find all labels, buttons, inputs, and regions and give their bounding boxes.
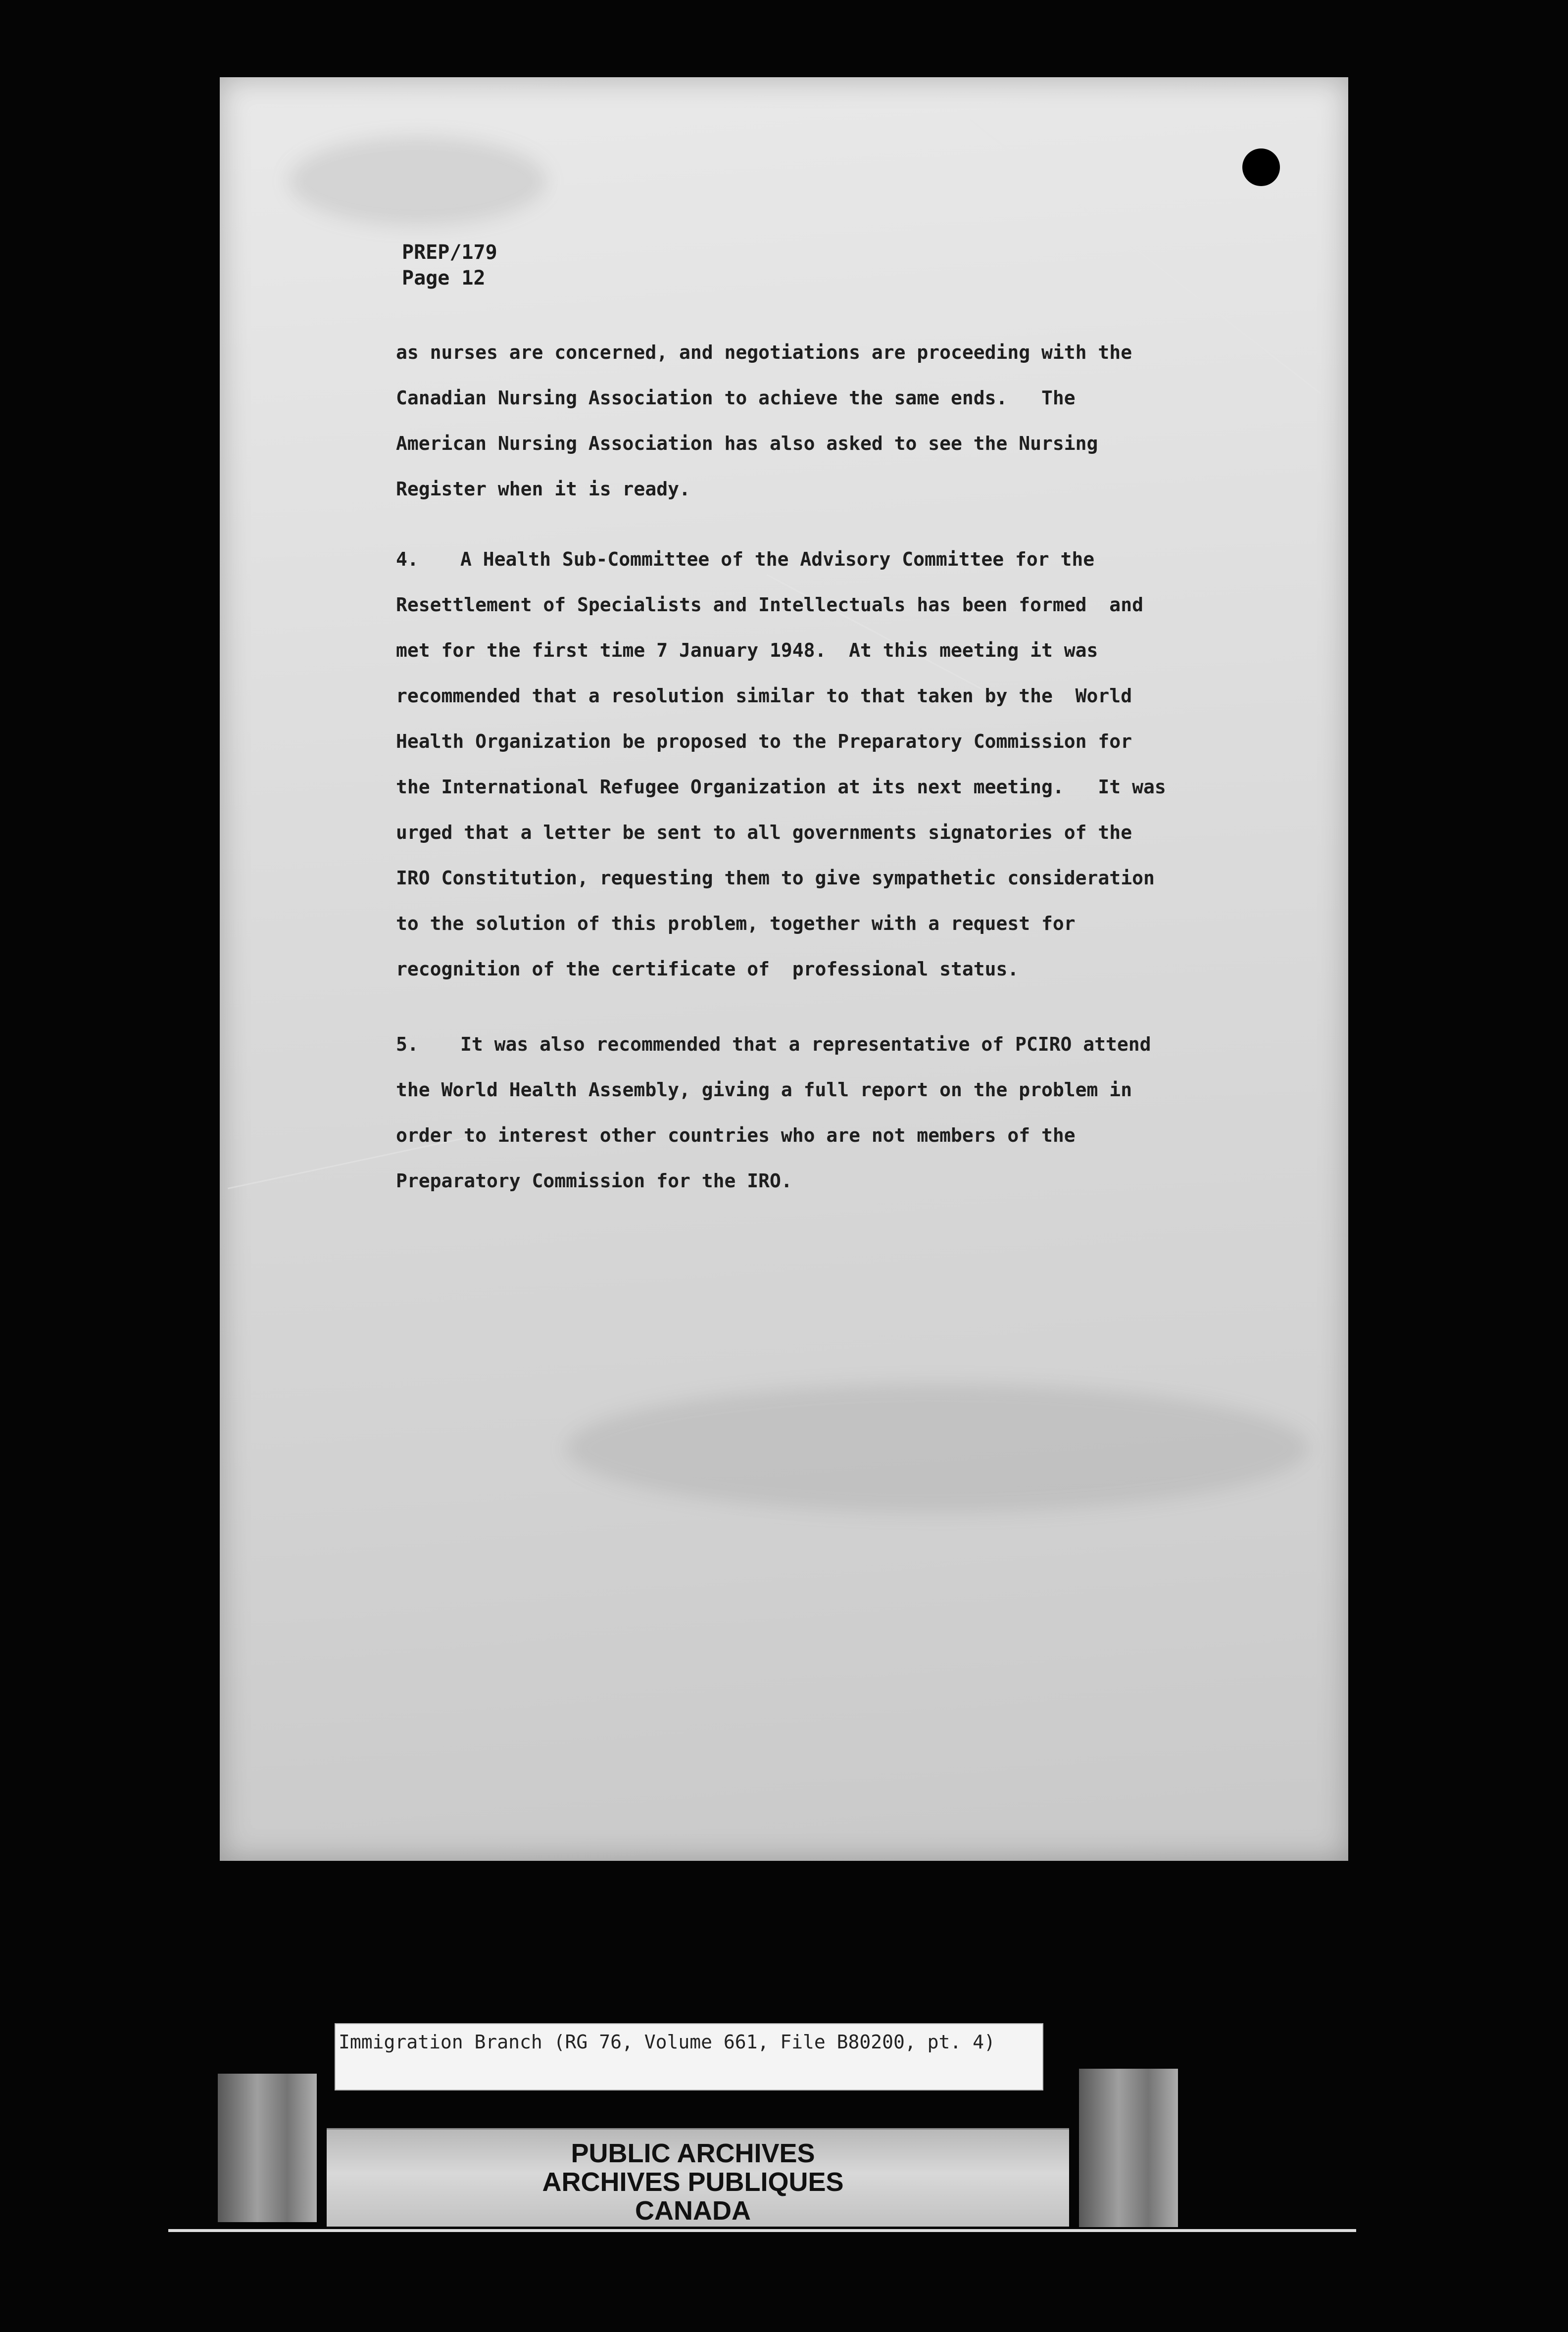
text-line: IRO Constitution, requesting them to give sympathetic consideration	[396, 867, 1155, 889]
text-line: Health Organization be proposed to the Preparatory Commission for	[396, 730, 1132, 752]
document-header	[402, 240, 497, 291]
archive-stamp	[495, 2139, 891, 2225]
text-line: Resettlement of Specialists and Intellectuals has been formed and	[396, 594, 1143, 616]
smudge	[289, 137, 546, 226]
paragraph-number: 5.	[396, 1033, 419, 1055]
text-line: order to interest other countries who are not members of the	[396, 1124, 1076, 1146]
text-line: the World Health Assembly, giving a full report on the problem in	[396, 1079, 1132, 1101]
torn-paper-left	[218, 2074, 317, 2222]
text-line: to the solution of this problem, together with a request for	[396, 913, 1076, 934]
stamp-line: PUBLIC ARCHIVES	[571, 2138, 815, 2168]
text-line: A Health Sub-Committee of the Advisory Committee for the	[460, 548, 1095, 570]
paragraph-4	[396, 536, 1198, 992]
smudge	[566, 1384, 1309, 1512]
text-line: the International Refugee Organization at its next meeting. It was	[396, 776, 1166, 798]
paragraph-number: 4.	[396, 548, 419, 570]
text-line: American Nursing Association has also asked to see the Nursing	[396, 433, 1098, 454]
text-line: recognition of the certificate of professional status.	[396, 958, 1019, 980]
text-line: recommended that a resolution similar to that taken by the World	[396, 685, 1132, 707]
document-reference: PREP/179	[402, 241, 497, 264]
page-number: Page 12	[402, 267, 486, 290]
text-line: Canadian Nursing Association to achieve the same ends. The	[396, 387, 1076, 409]
paragraph-5	[396, 1021, 1198, 1204]
text-line: urged that a letter be sent to all governments signatories of the	[396, 822, 1132, 843]
paragraph-3-continuation	[396, 330, 1198, 512]
text-line: as nurses are concerned, and negotiations are proceeding with the	[396, 341, 1132, 363]
text-line: met for the first time 7 January 1948. At this meeting it was	[396, 639, 1098, 661]
torn-paper-right	[1079, 2069, 1178, 2227]
text-line: Register when it is ready.	[396, 478, 690, 500]
stamp-line: CANADA	[635, 2196, 751, 2226]
text-line: It was also recommended that a representative of PCIRO attend	[460, 1033, 1151, 1055]
stamp-line: ARCHIVES PUBLIQUES	[542, 2167, 844, 2197]
archive-source-text: Immigration Branch (RG 76, Volume 661, File B80200, pt. 4)	[339, 2031, 995, 2053]
punch-hole	[1242, 148, 1280, 186]
text-line: Preparatory Commission for the IRO.	[396, 1170, 792, 1192]
film-edge-line	[168, 2229, 1356, 2232]
